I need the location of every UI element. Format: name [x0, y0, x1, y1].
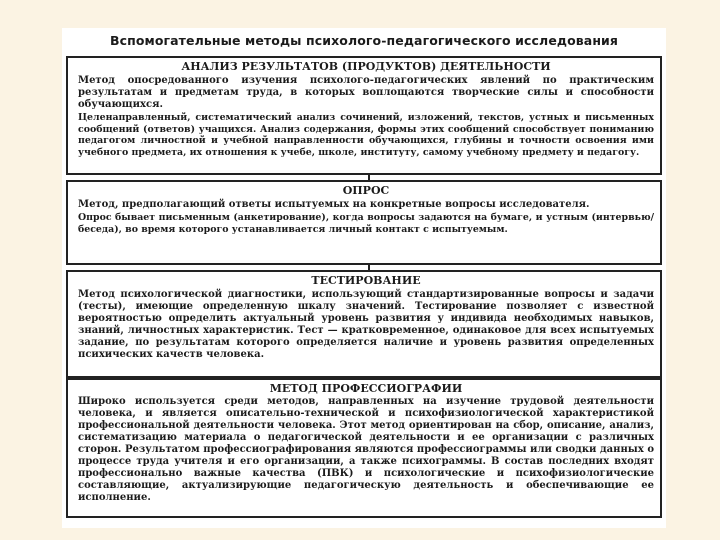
section-heading: ТЕСТИРОВАНИЕ: [311, 274, 421, 287]
document-title: Вспомогательные методы психолого-педагогического исследования: [109, 33, 619, 48]
section-survey: [66, 180, 662, 265]
section-paragraph: Метод опосредованного изучения психолого-педагогических явлений по практическим результатам и предметам труда, в которых воплощаются творческие силы и способности обучающихся.: [78, 75, 654, 110]
section-professiography: [66, 378, 662, 518]
section-results-analysis: [66, 56, 662, 175]
section-heading: ОПРОС: [342, 184, 390, 197]
section-heading: МЕТОД ПРОФЕССИОГРАФИИ: [269, 382, 463, 395]
section-paragraph: Целенаправленный, систематический анализ сочинений, изложений, текстов, устных и письменных сообщений (ответов) учащихся. Анализ содержания, формы этих сообщений способствует пониманию педагогом личностной и учебной направленности обучающихся, глубины и точности освоения ими учебного предмета, их отношения к учебе, школе, институту, самому учебному предмету и педагогу.: [78, 112, 654, 158]
section-paragraph: Метод психологической диагностики, использующий стандартизированные вопросы и задачи (тесты), имеющие определенную шкалу значений. Тестирование позволяет с известной вероятностью определить актуальный уровень развития у индивида необходимых навыков, знаний, личностных характеристик. Тест — кратковременное, одинаковое для всех испытуемых задание, по результатам которого определяется наличие и уровень развития определенных психических качеств человека.: [78, 289, 654, 360]
section-testing: [66, 270, 662, 378]
section-paragraph: Опрос бывает письменным (анкетирование), когда вопросы задаются на бумаге, и устным (интервью/беседа), во время которого устанавливается личный контакт с испытуемым.: [78, 212, 654, 235]
section-paragraph: Широко используется среди методов, направленных на изучение трудовой деятельности человека, и является описательно-технической и психофизиологической характеристикой профессиональной деятельности человека. Этот метод ориентирован на сбор, описание, анализ, систематизацию материала о педагогической деятельности и ее организации с различных сторон. Результатом профессиографирования являются профессиограммы или сводки данных о процессе труда учителя и его организации, а также психограммы. В состав последних входят профессионально важные качества (ПВК) и психологические и психофизиологические составляющие, актуализирующие педагогическую деятельность и обеспечивающие ее исполнение.: [78, 396, 654, 503]
section-paragraph: Метод, предполагающий ответы испытуемых на конкретные вопросы исследователя.: [78, 199, 590, 210]
section-heading: АНАЛИЗ РЕЗУЛЬТАТОВ (ПРОДУКТОВ) ДЕЯТЕЛЬНОСТИ: [181, 60, 551, 73]
